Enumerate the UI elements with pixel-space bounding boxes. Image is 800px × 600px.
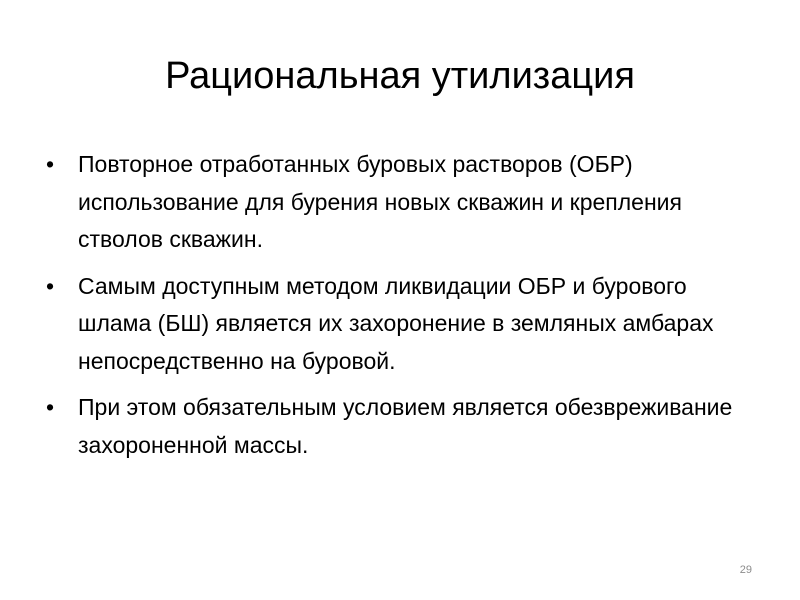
slide-title: Рациональная утилизация <box>165 55 635 97</box>
bullet-list <box>46 146 756 473</box>
bullet-marker-icon: • <box>46 151 55 177</box>
bullet-item <box>46 268 756 381</box>
bullet-text: При этом обязательным условием является обезвреживание захороненной массы. <box>78 394 733 458</box>
bullet-text: Повторное отработанных буровых растворов (ОБР) использование для бурения новых скважин и крепления стволов скважин. <box>78 151 682 252</box>
bullet-item <box>46 389 756 464</box>
bullet-text: Самым доступным методом ликвидации ОБР и бурового шлама (БШ) является их захоронение в земляных амбарах непосредственно на буровой. <box>78 272 714 374</box>
bullet-item <box>46 146 756 259</box>
bullet-marker-icon: • <box>46 394 55 420</box>
page-number: 29 <box>739 564 752 576</box>
bullet-marker-icon: • <box>46 272 55 299</box>
